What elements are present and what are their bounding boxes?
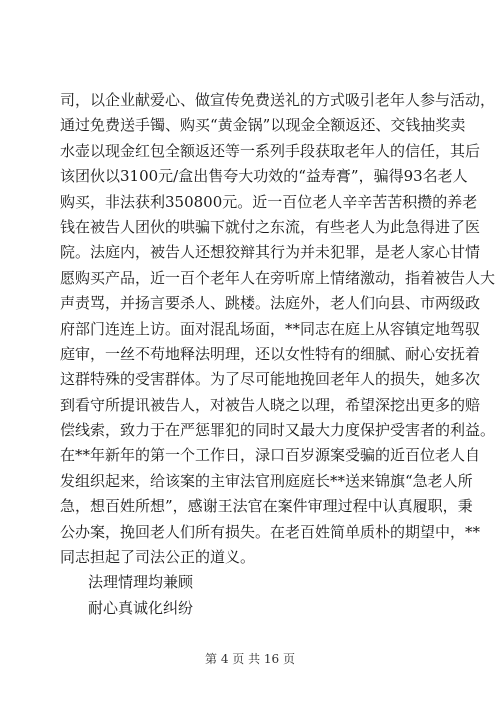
paragraph-line: 水壶以现金红包全额返还等一系列手段获取老年人的信任，其后 [60, 141, 481, 160]
paragraph-line: 偿线索，致力于在严惩罪犯的同时又最大力度保护受害者的利益。 [60, 421, 496, 440]
paragraph-line: 院。法庭内，被告人还想狡辩其行为并未犯罪，是老人家心甘情 [60, 243, 481, 262]
body-text [60, 88, 496, 621]
section-heading: 耐心真诚化纠纷 [88, 598, 194, 617]
paragraph-line: 在**年新年的第一个工作日，渌口百岁源案受骗的近百位老人自 [60, 446, 481, 465]
paragraph-line: 愿购买产品，近一百个老年人在旁听席上情绪激动，指着被告人大 [60, 268, 496, 287]
paragraph-line: 发组织起来，给该案的主审法官刑庭庭长**送来锦旗“急老人所 [60, 471, 473, 490]
paragraph-line: 购买，非法获利350800元。近一百位老人辛辛苦苦积攒的养老 [60, 192, 478, 211]
paragraph-line: 急，想百姓所想”，感谢王法官在案件审理过程中认真履职，秉 [60, 497, 473, 516]
paragraph-line: 公办案，挽回老人们所有损失。在老百姓简单质朴的期望中，** [60, 522, 481, 541]
paragraph-line: 庭审，一丝不苟地释法明理，还以女性特有的细腻、耐心安抚着 [60, 344, 481, 363]
section-heading: 法理情理均兼顾 [88, 573, 194, 592]
paragraph-line: 钱在被告人团伙的哄骗下就付之东流，有些老人为此急得进了医 [60, 217, 481, 236]
paragraph-line: 司，以企业献爱心、做宣传免费送礼的方式吸引老年人参与活动， [60, 91, 496, 109]
paragraph-line: 府部门连连上访。面对混乱场面，**同志在庭上从容镇定地驾驭 [60, 319, 481, 338]
paragraph-line: 这群特殊的受害群体。为了尽可能地挽回老年人的损失，她多次 [60, 370, 481, 389]
paragraph-line: 通过免费送手镯、购买“黄金锅”以现金全额返还、交钱抽奖卖 [60, 116, 466, 135]
paragraph-line: 该团伙以3100元/盒出售夸大功效的“益寿膏”，骗得93名老人 [60, 167, 468, 186]
paragraph-line: 声责骂，并扬言要杀人、跳楼。法庭外，老人们向县、市两级政 [60, 294, 481, 313]
paragraph-line: 到看守所提讯被告人，对被告人晓之以理，希望深挖出更多的赔 [60, 395, 481, 414]
paragraph-line: 同志担起了司法公正的道义。 [60, 548, 256, 567]
page-footer: 第 4 页 共 16 页 [205, 652, 295, 666]
